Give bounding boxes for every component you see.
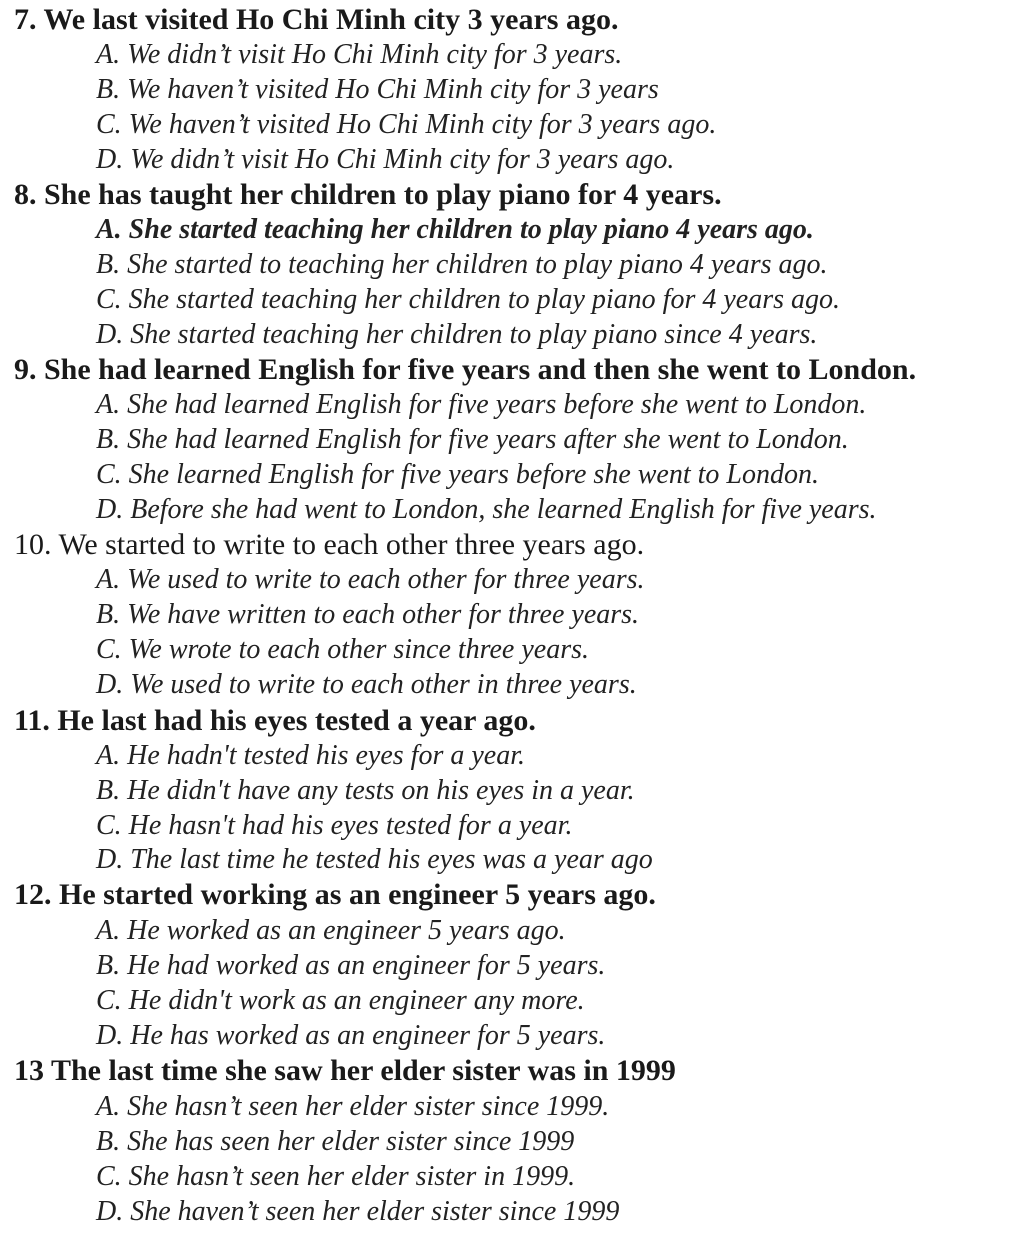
question-12 — [14, 877, 656, 912]
option-d: D. She haven’t seen her elder sister since 1999 — [96, 1196, 620, 1227]
option-b: B. She has seen her elder sister since 1999 — [96, 1126, 575, 1157]
option-d: D. The last time he tested his eyes was a year ago — [96, 844, 653, 875]
option-a: A. She started teaching her children to play piano 4 years ago. — [96, 214, 814, 245]
question-stem: 13 The last time she saw her elder sister was in 1999 — [14, 1054, 676, 1087]
option-c: C. She started teaching her children to play piano for 4 years ago. — [96, 284, 840, 315]
option-a: A. He hadn't tested his eyes for a year. — [96, 740, 526, 771]
question-stem: 8. She has taught her children to play piano for 4 years. — [14, 178, 722, 211]
option-a: A. She had learned English for five years before she went to London. — [96, 389, 867, 420]
option-c: C. We haven’t visited Ho Chi Minh city for 3 years ago. — [96, 109, 717, 140]
question-stem: 12. He started working as an engineer 5 years ago. — [14, 878, 656, 911]
option-b: B. We haven’t visited Ho Chi Minh city for 3 years — [96, 74, 659, 105]
option-d: D. We used to write to each other in three years. — [96, 669, 637, 700]
option-a: A. He worked as an engineer 5 years ago. — [96, 915, 566, 946]
option-b: B. He didn't have any tests on his eyes in a year. — [96, 775, 635, 806]
option-c: C. We wrote to each other since three years. — [96, 634, 590, 665]
option-b: B. We have written to each other for three years. — [96, 599, 640, 630]
question-stem: 7. We last visited Ho Chi Minh city 3 years ago. — [14, 3, 619, 36]
option-c: C. She learned English for five years before she went to London. — [96, 459, 819, 490]
option-c: C. She hasn’t seen her elder sister in 1999. — [96, 1161, 576, 1192]
option-a: A. She hasn’t seen her elder sister since 1999. — [96, 1091, 610, 1122]
question-13 — [14, 1053, 676, 1088]
option-a: A. We used to write to each other for three years. — [96, 564, 645, 595]
option-b: B. He had worked as an engineer for 5 years. — [96, 950, 606, 981]
question-10 — [14, 527, 644, 562]
option-c: C. He hasn't had his eyes tested for a year. — [96, 810, 573, 841]
option-d: D. She started teaching her children to play piano since 4 years. — [96, 319, 818, 350]
question-stem: 9. She had learned English for five years and then she went to London. — [14, 353, 917, 386]
option-d: D. He has worked as an engineer for 5 years. — [96, 1020, 606, 1051]
option-c: C. He didn't work as an engineer any more. — [96, 985, 585, 1016]
question-8 — [14, 177, 722, 212]
question-stem: 10. We started to write to each other three years ago. — [14, 528, 645, 561]
option-a: A. We didn’t visit Ho Chi Minh city for 3 years. — [96, 39, 623, 70]
option-d: D. We didn’t visit Ho Chi Minh city for 3 years ago. — [96, 144, 675, 175]
question-11 — [14, 703, 536, 738]
option-b: B. She had learned English for five years after she went to London. — [96, 424, 849, 455]
option-b: B. She started to teaching her children to play piano 4 years ago. — [96, 249, 828, 280]
question-9 — [14, 352, 916, 387]
option-d: D. Before she had went to London, she learned English for five years. — [96, 494, 877, 525]
question-stem: 11. He last had his eyes tested a year ago. — [14, 704, 536, 737]
question-7 — [14, 2, 618, 37]
